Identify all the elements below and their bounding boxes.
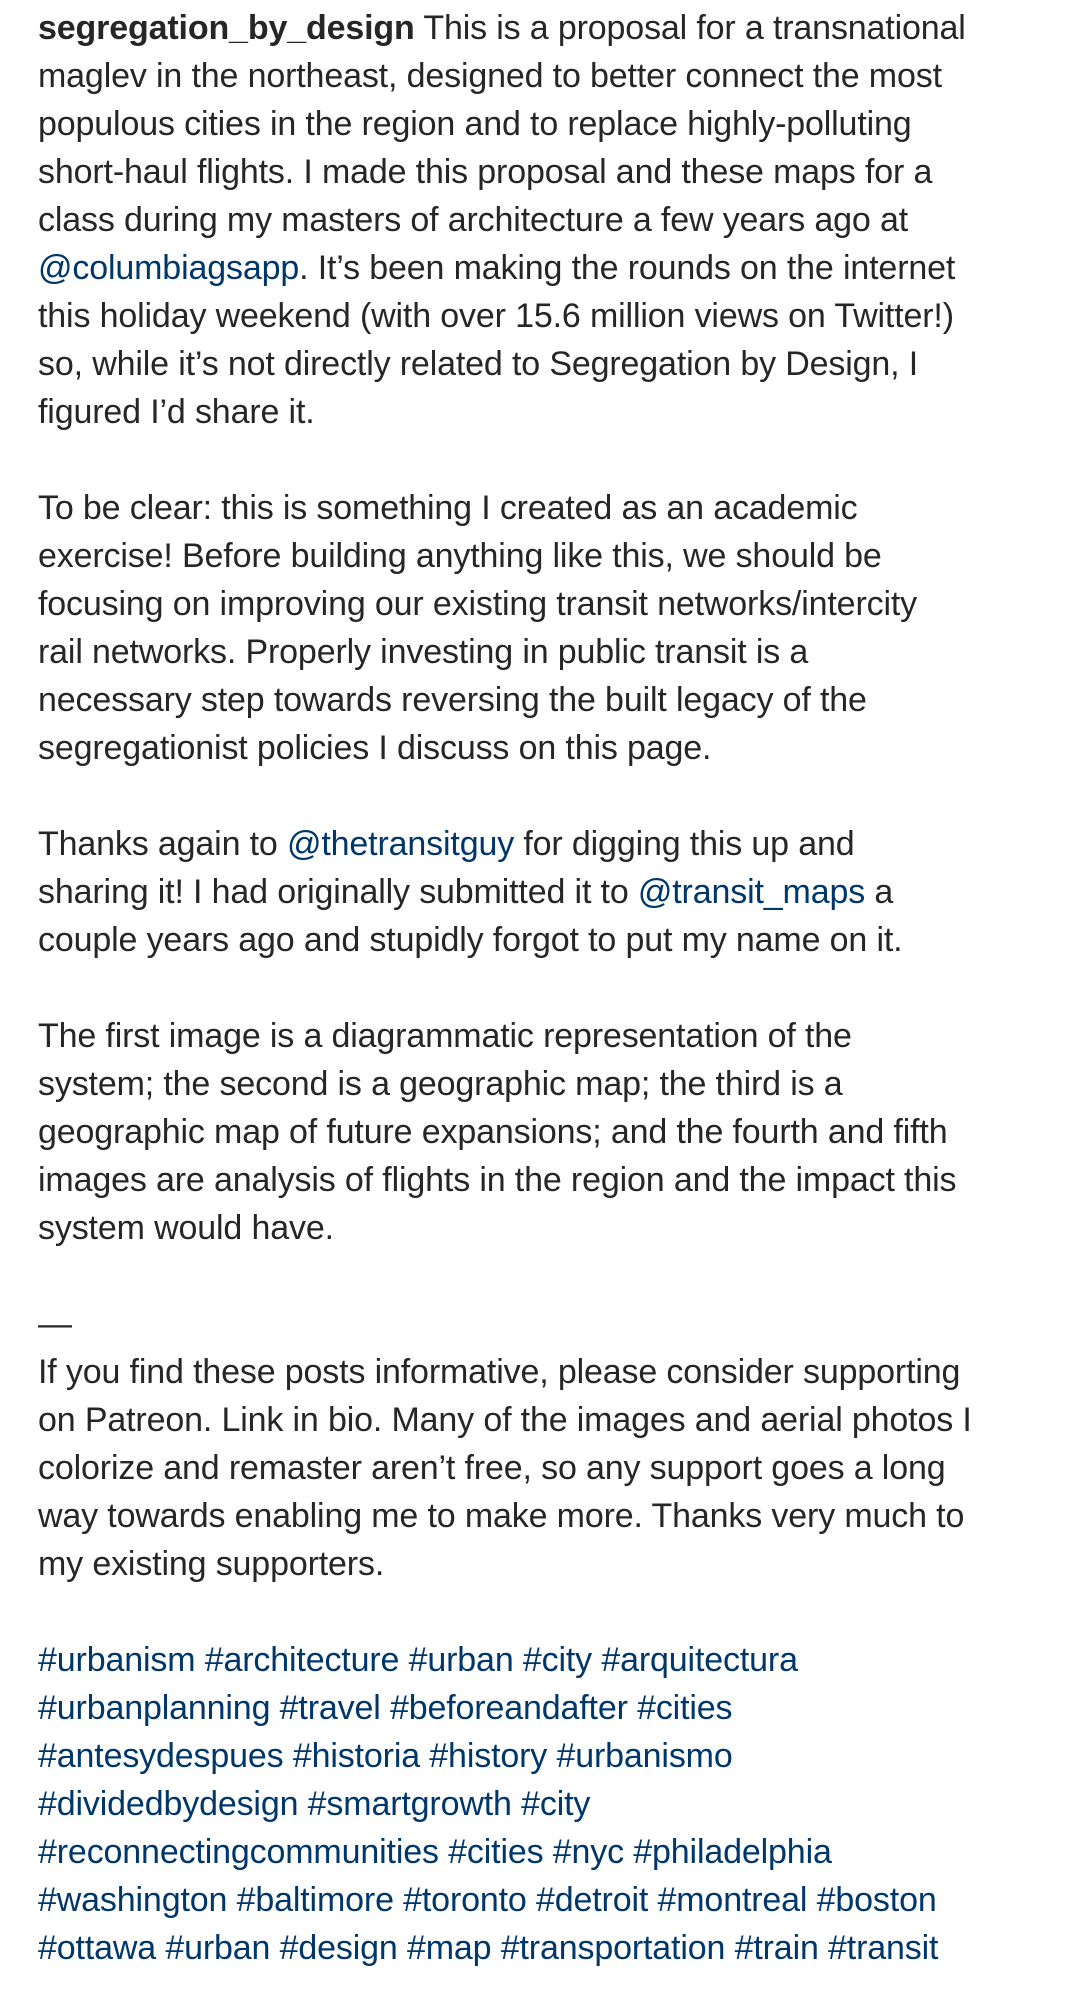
hashtag-link[interactable]: #antesydespues: [38, 1737, 284, 1775]
hashtag-link[interactable]: #philadelphia: [633, 1833, 832, 1871]
caption-text: figured I’d share it.: [38, 393, 315, 431]
caption-text: necessary step towards reversing the built legacy of the: [38, 681, 867, 719]
paragraph-gap: [38, 772, 1058, 820]
hashtag-link[interactable]: #urbanismo: [556, 1737, 733, 1775]
hashtag-link[interactable]: #travel: [279, 1689, 381, 1727]
hashtag-link[interactable]: #reconnectingcommunities: [38, 1833, 439, 1871]
hashtag-link[interactable]: #historia: [292, 1737, 420, 1775]
hashtag-line: [38, 1780, 1058, 1828]
caption-text: system; the second is a geographic map; the third is a: [38, 1065, 843, 1103]
hashtag-link[interactable]: #urban: [408, 1641, 514, 1679]
hashtag-link[interactable]: #map: [406, 1929, 492, 1967]
mention-columbiagsapp[interactable]: @columbiagsapp: [38, 249, 300, 287]
hashtag-block: [38, 1636, 1058, 1972]
hashtag-link[interactable]: #boston: [816, 1881, 937, 1919]
hashtag-line: [38, 1732, 1058, 1780]
caption-text: rail networks. Properly investing in public transit is a: [38, 633, 809, 671]
hashtag-link[interactable]: #ottawa: [38, 1929, 157, 1967]
caption-text: for digging this up and: [514, 825, 855, 863]
hashtag-line: [38, 1684, 1058, 1732]
hashtag-link[interactable]: #cities: [448, 1833, 544, 1871]
hashtag-line: [38, 1636, 1058, 1684]
caption-text: a: [865, 873, 894, 911]
hashtag-link[interactable]: #transportation: [500, 1929, 726, 1967]
hashtag-link[interactable]: #train: [734, 1929, 819, 1967]
paragraph-gap: [38, 436, 1058, 484]
caption-text: sharing it! I had originally submitted it to: [38, 873, 638, 911]
hashtag-link[interactable]: #design: [279, 1929, 398, 1967]
mention-transit-maps[interactable]: @transit_maps: [637, 873, 866, 911]
hashtag-link[interactable]: #washington: [38, 1881, 228, 1919]
hashtag-link[interactable]: #detroit: [535, 1881, 649, 1919]
caption-text: way towards enabling me to make more. Thanks very much to: [38, 1497, 965, 1535]
username-link[interactable]: segregation_by_design: [38, 9, 415, 47]
hashtag-link[interactable]: #beforeandafter: [389, 1689, 628, 1727]
caption-text: this holiday weekend (with over 15.6 million views on Twitter!): [38, 297, 954, 335]
hashtag-link[interactable]: #arquitectura: [601, 1641, 798, 1679]
paragraph-gap: [38, 1252, 1058, 1300]
caption-text: on Patreon. Link in bio. Many of the images and aerial photos I: [38, 1401, 972, 1439]
caption-dash: —: [38, 1305, 72, 1343]
post-caption: [38, 4, 1058, 1972]
hashtag-link[interactable]: #urban: [165, 1929, 271, 1967]
hashtag-link[interactable]: #architecture: [204, 1641, 400, 1679]
hashtag-link[interactable]: #nyc: [552, 1833, 624, 1871]
hashtag-link[interactable]: #city: [522, 1641, 593, 1679]
caption-text: so, while it’s not directly related to Segregation by Design, I: [38, 345, 919, 383]
paragraph-gap: [38, 1588, 1058, 1636]
caption-text: segregationist policies I discuss on this page.: [38, 729, 712, 767]
hashtag-link[interactable]: #baltimore: [236, 1881, 394, 1919]
caption-text: . It’s been making the rounds on the internet: [299, 249, 956, 287]
caption-line: [38, 244, 1058, 292]
caption-line: [38, 820, 1058, 868]
hashtag-link[interactable]: #dividedbydesign: [38, 1785, 299, 1823]
caption-text: maglev in the northeast, designed to better connect the most: [38, 57, 942, 95]
hashtag-link[interactable]: #urbanism: [38, 1641, 196, 1679]
mention-thetransitguy[interactable]: @thetransitguy: [286, 825, 515, 863]
caption-text: The first image is a diagrammatic representation of the: [38, 1017, 852, 1055]
caption-text: images are analysis of flights in the region and the impact this: [38, 1161, 957, 1199]
caption-text: If you find these posts informative, please consider supporting: [38, 1353, 961, 1391]
hashtag-link[interactable]: #history: [429, 1737, 548, 1775]
caption-text: populous cities in the region and to replace highly-polluting: [38, 105, 912, 143]
caption-line: [38, 868, 1058, 916]
hashtag-link[interactable]: #montreal: [657, 1881, 808, 1919]
caption-text: short-haul flights. I made this proposal and these maps for a: [38, 153, 933, 191]
caption-text: This is a proposal for a transnational: [414, 9, 966, 47]
hashtag-line: [38, 1924, 1058, 1972]
caption-text: couple years ago and stupidly forgot to put my name on it.: [38, 921, 903, 959]
paragraph-gap: [38, 964, 1058, 1012]
hashtag-link[interactable]: #transit: [828, 1929, 939, 1967]
caption-text: focusing on improving our existing transit networks/intercity: [38, 585, 918, 623]
hashtag-line: [38, 1828, 1058, 1876]
caption-text: class during my masters of architecture a few years ago at: [38, 201, 909, 239]
hashtag-link[interactable]: #toronto: [403, 1881, 527, 1919]
hashtag-link[interactable]: #cities: [637, 1689, 733, 1727]
caption-text: exercise! Before building anything like this, we should be: [38, 537, 882, 575]
caption-text: system would have.: [38, 1209, 334, 1247]
hashtag-line: [38, 1876, 1058, 1924]
caption-text: geographic map of future expansions; and the fourth and fifth: [38, 1113, 948, 1151]
hashtag-link[interactable]: #smartgrowth: [307, 1785, 512, 1823]
caption-text: my existing supporters.: [38, 1545, 385, 1583]
hashtag-link[interactable]: #urbanplanning: [38, 1689, 271, 1727]
hashtag-link[interactable]: #city: [521, 1785, 591, 1823]
caption-line: [38, 4, 1058, 52]
caption-text: Thanks again to: [38, 825, 287, 863]
caption-text: colorize and remaster aren’t free, so any support goes a long: [38, 1449, 946, 1487]
caption-text: To be clear: this is something I created as an academic: [38, 489, 858, 527]
